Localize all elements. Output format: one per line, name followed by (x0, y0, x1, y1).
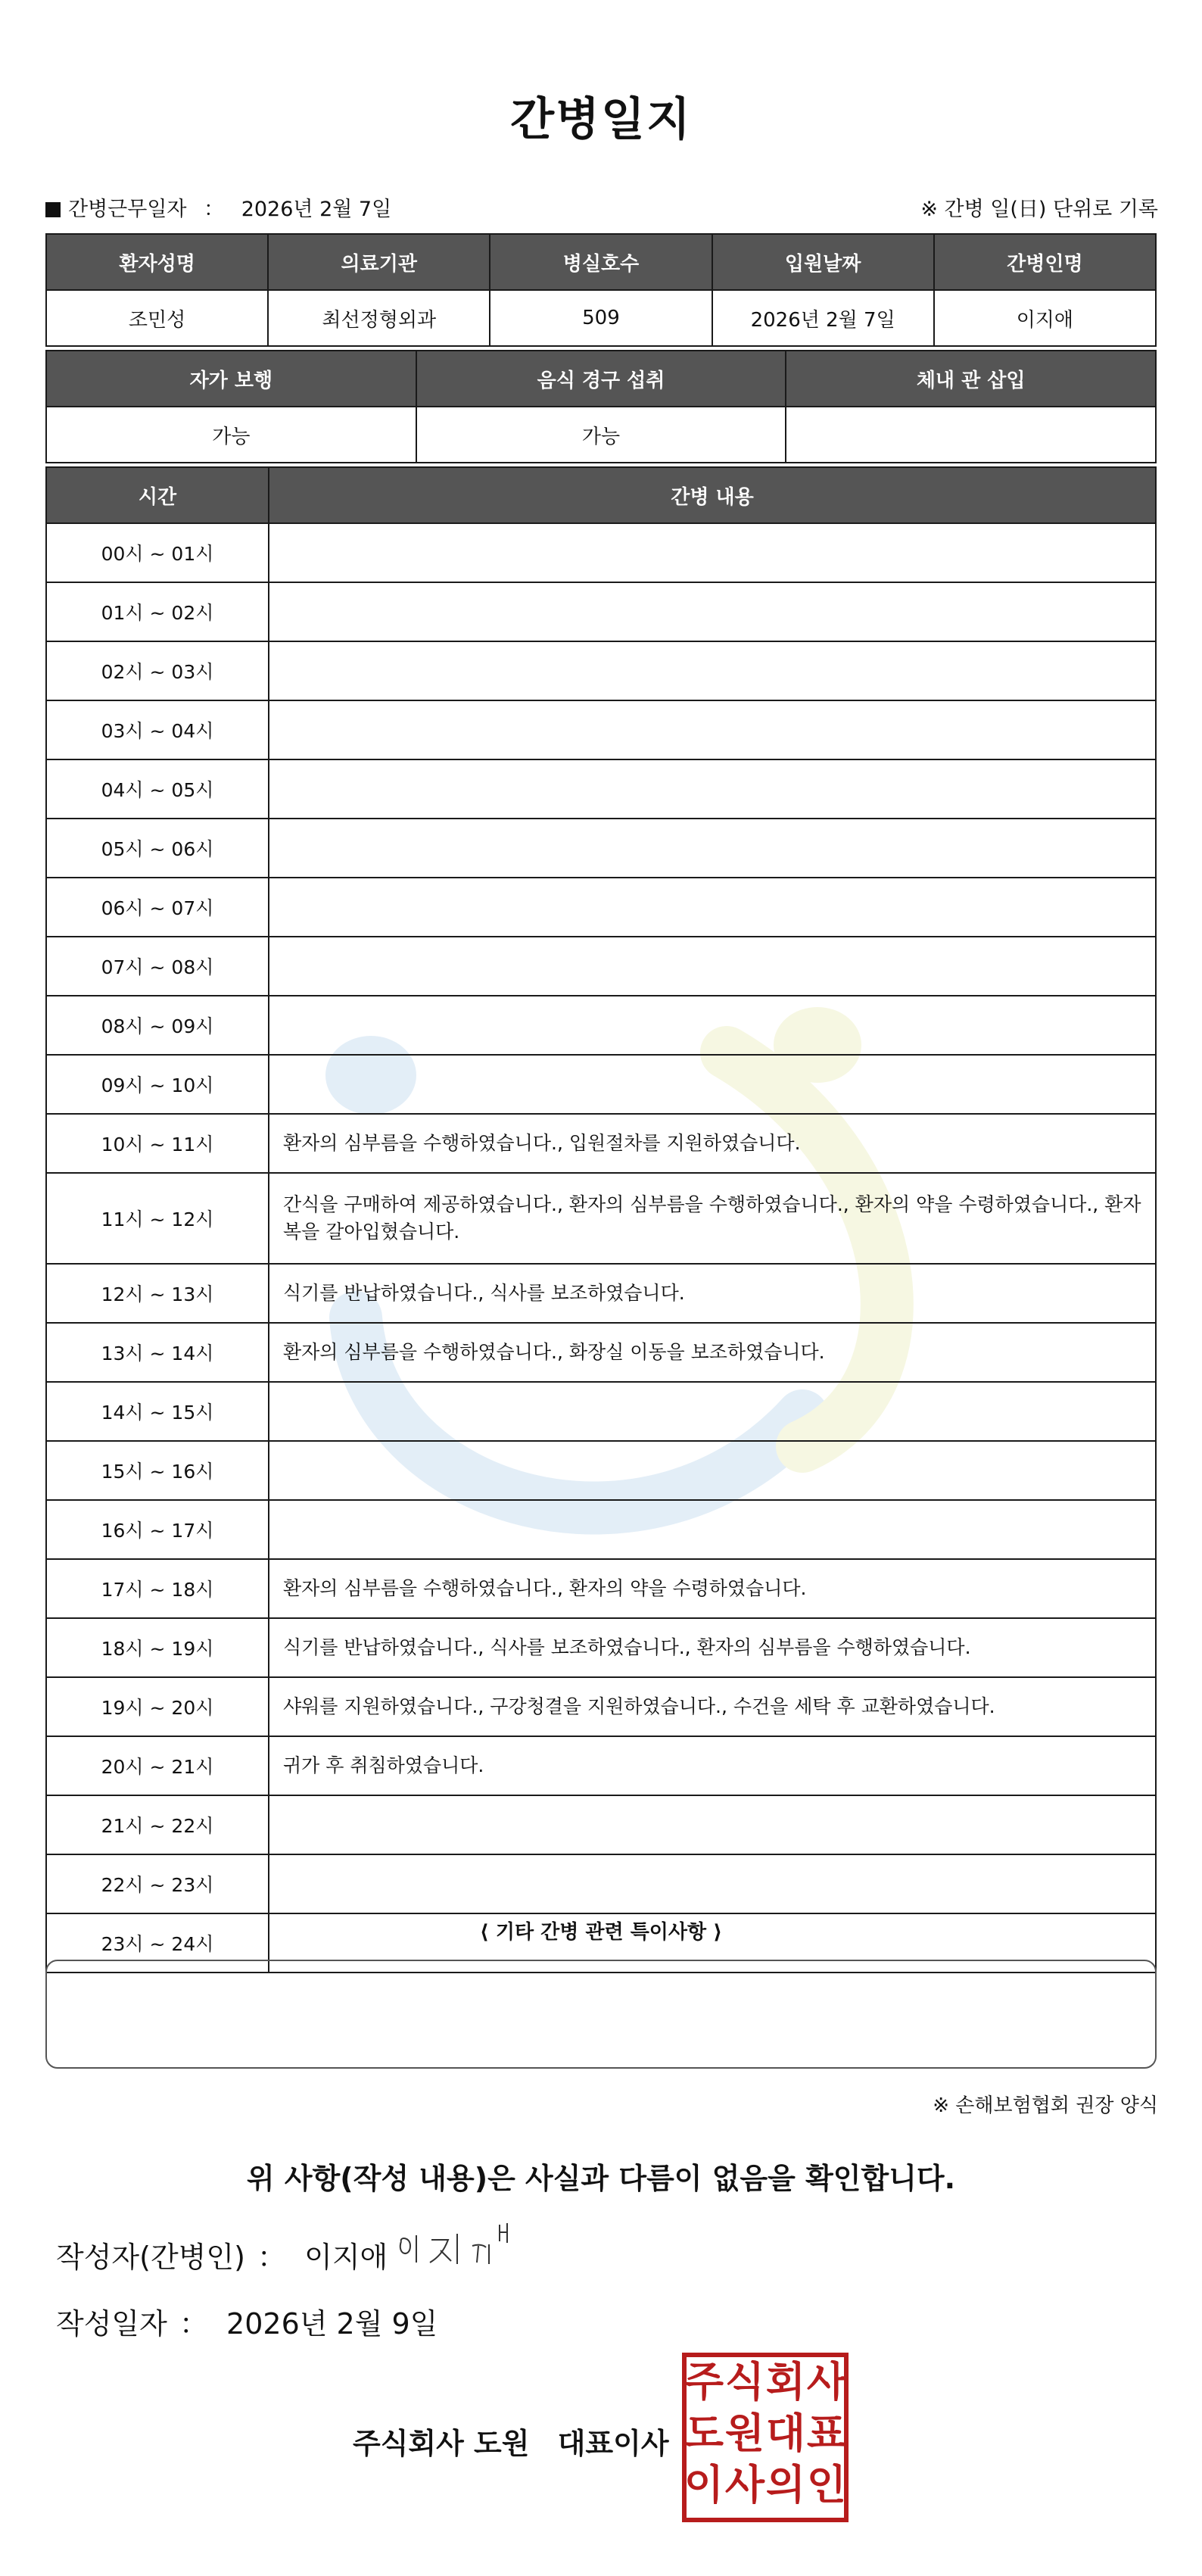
seal-char: 의 (765, 2461, 806, 2509)
log-row (46, 1559, 1156, 1618)
log-time: 22시 ~ 23시 (46, 1854, 269, 1913)
seal-char: 대 (765, 2409, 806, 2457)
log-row (46, 523, 1156, 582)
log-time: 20시 ~ 21시 (46, 1736, 269, 1795)
header-caregiver: 간병인명 (934, 234, 1156, 290)
log-row (46, 700, 1156, 759)
log-body (46, 523, 1156, 1973)
header-oral-intake: 음식 경구 섭취 (416, 351, 786, 407)
log-time: 23시 ~ 24시 (46, 1913, 269, 1973)
ceo-title: 대표이사 (557, 2427, 669, 2460)
work-date-label: 간병근무일자 (68, 198, 187, 221)
log-row (46, 1055, 1156, 1114)
patient-info-table (45, 233, 1157, 347)
log-time: 19시 ~ 20시 (46, 1677, 269, 1736)
author-name: 이지애 (304, 2241, 388, 2274)
log-content (269, 1500, 1156, 1559)
log-content (269, 1055, 1156, 1114)
log-row (46, 1677, 1156, 1736)
log-content: 간식을 구매하여 제공하였습니다., 환자의 심부름을 수행하였습니다., 환자의 약을 수령하였습니다., 환자복을 갈아입혔습니다. (269, 1173, 1156, 1264)
log-content (269, 700, 1156, 759)
log-content (269, 1854, 1156, 1913)
patient-status-table (45, 350, 1157, 463)
log-content (269, 582, 1156, 641)
log-content: 식기를 반납하였습니다., 식사를 보조하였습니다. (269, 1264, 1156, 1323)
log-time: 13시 ~ 14시 (46, 1323, 269, 1382)
log-row (46, 878, 1156, 937)
log-content (269, 1441, 1156, 1500)
log-content (269, 878, 1156, 937)
patient-name: 조민성 (46, 290, 268, 346)
log-content: 환자의 심부름을 수행하였습니다., 화장실 이동을 보조하였습니다. (269, 1323, 1156, 1382)
handwritten-signature (394, 2219, 530, 2279)
log-row (46, 1114, 1156, 1173)
company-signature-line (353, 2420, 669, 2462)
author-line (56, 2234, 388, 2275)
room-number: 509 (490, 290, 712, 346)
seal-char: 표 (806, 2409, 847, 2457)
written-date-line (56, 2300, 438, 2342)
log-time: 14시 ~ 15시 (46, 1382, 269, 1441)
self-walking-value: 가능 (46, 407, 416, 463)
status-header-row (46, 351, 1156, 407)
log-time: 11시 ~ 12시 (46, 1173, 269, 1264)
header-care-content: 간병 내용 (269, 467, 1156, 523)
log-time: 04시 ~ 05시 (46, 759, 269, 819)
status-value-row (46, 407, 1156, 463)
header-admit-date: 입원날짜 (712, 234, 934, 290)
written-date-label: 작성일자 (56, 2307, 167, 2341)
log-time: 10시 ~ 11시 (46, 1114, 269, 1173)
seal-char: 식 (724, 2358, 765, 2406)
notes-section-label: ⟨ 기타 간병 관련 특이사항 ⟩ (479, 1921, 723, 1944)
log-row (46, 759, 1156, 819)
log-time: 15시 ~ 16시 (46, 1441, 269, 1500)
log-content (269, 1382, 1156, 1441)
log-content: 식기를 반납하였습니다., 식사를 보조하였습니다., 환자의 심부름을 수행하였습니다. (269, 1618, 1156, 1677)
log-time: 18시 ~ 19시 (46, 1618, 269, 1677)
log-row (46, 1618, 1156, 1677)
seal-char: 인 (806, 2461, 847, 2509)
record-unit-note: ※ 간병 일(日) 단위로 기록 (920, 198, 1158, 221)
header-self-walking: 자가 보행 (46, 351, 416, 407)
seal-char: 회 (765, 2358, 806, 2406)
header-room: 병실호수 (490, 234, 712, 290)
log-time: 06시 ~ 07시 (46, 878, 269, 937)
work-date-value: 2026년 2월 7일 (241, 198, 392, 221)
log-content: 샤워를 지원하였습니다., 구강청결을 지원하였습니다., 수건을 세탁 후 교환하였습니다. (269, 1677, 1156, 1736)
company-seal-stamp (681, 2352, 849, 2523)
log-time: 01시 ~ 02시 (46, 582, 269, 641)
header-tube-insertion: 체내 관 삽입 (786, 351, 1156, 407)
author-label: 작성자(간병인) (56, 2241, 245, 2274)
patient-value-row (46, 290, 1156, 346)
admit-date: 2026년 2월 7일 (712, 290, 934, 346)
written-date-sep: ： (179, 2307, 208, 2341)
recommended-form-note: ※ 손해보험협회 권장 양식 (933, 2094, 1158, 2117)
log-row (46, 1264, 1156, 1323)
square-bullet-icon (45, 202, 61, 217)
log-content: 귀가 후 취침하였습니다. (269, 1736, 1156, 1795)
seal-char: 이 (684, 2461, 724, 2509)
log-content (269, 641, 1156, 700)
caregiver-name: 이지애 (934, 290, 1156, 346)
log-time: 17시 ~ 18시 (46, 1559, 269, 1618)
written-date-value: 2026년 2월 9일 (226, 2307, 438, 2341)
log-content (269, 937, 1156, 996)
log-row (46, 819, 1156, 878)
work-date-sep: ： (204, 198, 225, 221)
seal-char: 사 (806, 2358, 847, 2406)
log-row (46, 937, 1156, 996)
log-row (46, 1854, 1156, 1913)
author-sep: ： (257, 2241, 287, 2274)
log-row (46, 1500, 1156, 1559)
log-header-row (46, 467, 1156, 523)
seal-char: 원 (724, 2409, 765, 2457)
log-row (46, 1736, 1156, 1795)
log-row (46, 1382, 1156, 1441)
log-row (46, 1441, 1156, 1500)
log-row (46, 582, 1156, 641)
log-content: 환자의 심부름을 수행하였습니다., 입원절차를 지원하였습니다. (269, 1114, 1156, 1173)
hourly-log-table (45, 466, 1157, 1973)
log-time: 12시 ~ 13시 (46, 1264, 269, 1323)
log-time: 03시 ~ 04시 (46, 700, 269, 759)
special-notes-box (45, 1960, 1157, 2069)
seal-char: 사 (724, 2461, 765, 2509)
log-time: 07시 ~ 08시 (46, 937, 269, 996)
log-content (269, 819, 1156, 878)
patient-header-row (46, 234, 1156, 290)
header-hospital: 의료기관 (268, 234, 490, 290)
log-content (269, 996, 1156, 1055)
company-name: 주식회사 도원 (353, 2427, 530, 2460)
tube-insertion-value (786, 407, 1156, 463)
log-content (269, 759, 1156, 819)
oral-intake-value: 가능 (416, 407, 786, 463)
log-time: 09시 ~ 10시 (46, 1055, 269, 1114)
log-time: 05시 ~ 06시 (46, 819, 269, 878)
work-date-line (45, 192, 391, 222)
log-time: 21시 ~ 22시 (46, 1795, 269, 1854)
log-row (46, 1173, 1156, 1264)
log-time: 16시 ~ 17시 (46, 1500, 269, 1559)
log-row (46, 996, 1156, 1055)
log-time: 00시 ~ 01시 (46, 523, 269, 582)
log-time: 08시 ~ 09시 (46, 996, 269, 1055)
log-row (46, 1795, 1156, 1854)
log-row (46, 1323, 1156, 1382)
seal-char: 도 (684, 2409, 724, 2457)
log-content (269, 523, 1156, 582)
log-row (46, 641, 1156, 700)
log-content (269, 1795, 1156, 1854)
page-title: 간병일지 (510, 93, 692, 146)
header-patient-name: 환자성명 (46, 234, 268, 290)
confirmation-statement: 위 사항(작성 내용)은 사실과 다름이 없음을 확인합니다. (246, 2162, 956, 2195)
log-content: 환자의 심부름을 수행하였습니다., 환자의 약을 수령하였습니다. (269, 1559, 1156, 1618)
hospital-name: 최선정형외과 (268, 290, 490, 346)
seal-char: 주 (684, 2358, 724, 2406)
header-time: 시간 (46, 467, 269, 523)
log-time: 02시 ~ 03시 (46, 641, 269, 700)
